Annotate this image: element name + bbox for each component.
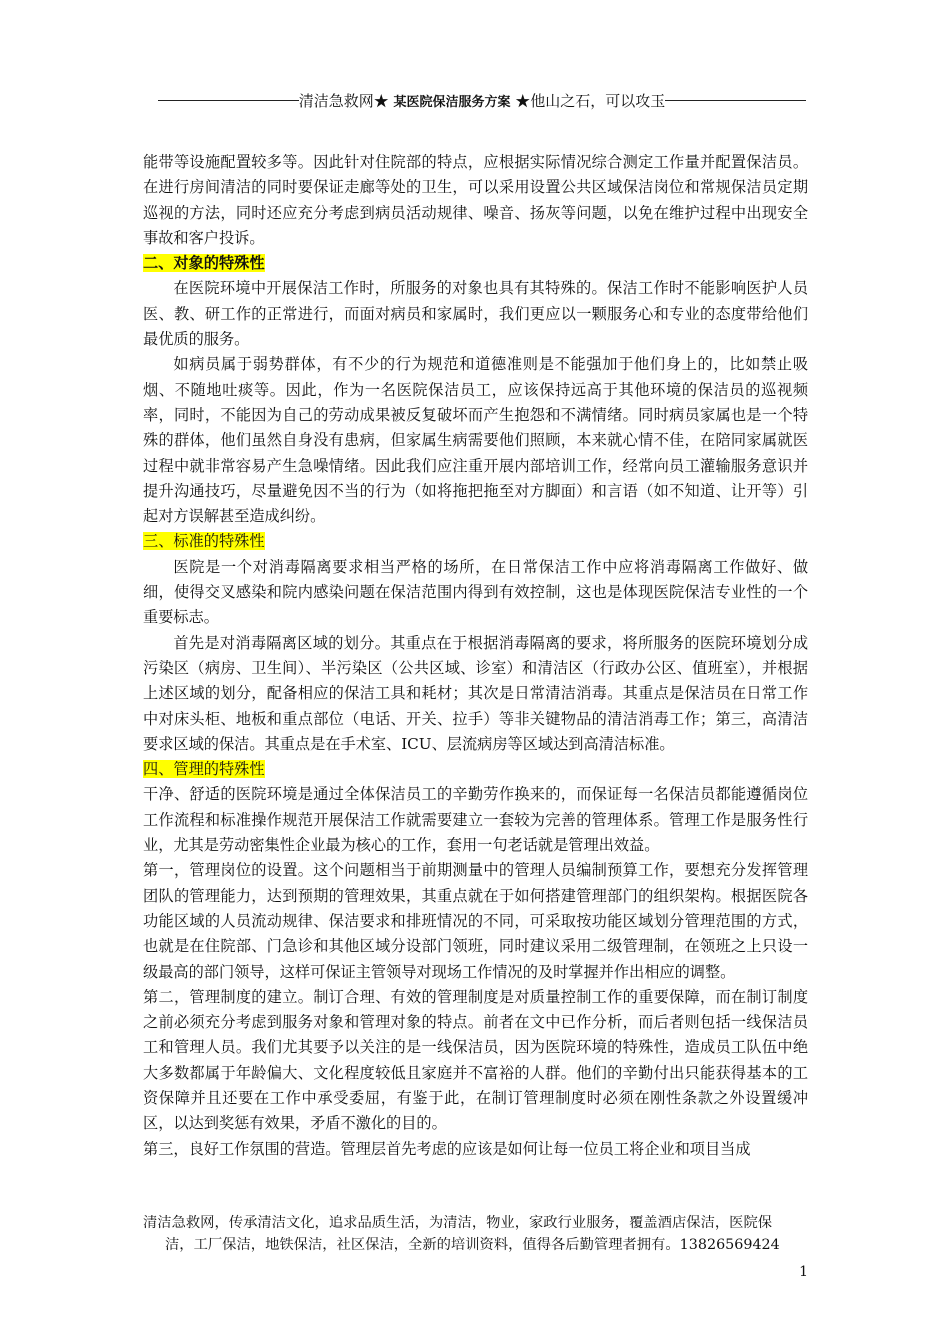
paragraph: 第一，管理岗位的设置。这个问题相当于前期测量中的管理人员编制预算工作，要想充分发挥管理团队的管理能力，达到预期的管理效果，其重点就在于如何搭建管理部门的组织架构。根据医院各功能区域的人员流动规律、保洁要求和排班情况的不同，可采取按功能区域划分管理范围的方式，也就是在住院部、门急诊和其他区域分设部门领班，同时建议采用二级管理制，在领班之上只设一级最高的部门领导，这样可保证主管领导对现场工作情况的及时掌握并作出相应的调整。 [143,861,808,981]
header-site: 清洁急救网★ [298,92,389,110]
header-doc-title: 某医院保洁服务方案 [393,95,511,110]
paragraph: 能带等设施配置较多等。因此针对住院部的特点，应根据实际情况综合测定工作量并配置保洁员。在进行房间清洁的同时要保证走廊等处的卫生，可以采用设置公共区域保洁岗位和常规保洁员定期巡视的方法，同时还应充分考虑到病员活动规律、噪音、扬灰等问题，以免在维护过程中出现安全事故和客户投诉。 [143,153,808,247]
paragraph: 第二，管理制度的建立。制订合理、有效的管理制度是对质量控制工作的重要保障，而在制订制度之前必须充分考虑到服务对象和管理对象的特点。前者在文中已作分析，而后者则包括一线保洁员工和管理人员。我们尤其要予以关注的是一线保洁员，因为医院环境的特殊性，造成员工队伍中绝大多数都属于年龄偏大、文化程度较低且家庭并不富裕的人群。他们的辛勤付出只能获得基本的工资保障并且还要在工作中承受委屈，有鉴于此，在制订管理制度时必须在刚性条款之外设置缓冲区，以达到奖惩有效果，矛盾不激化的目的。 [143,987,808,1133]
footer-line: 洁，工厂保洁，地铁保洁，社区保洁，全新的培训资料，值得各后勤管理者拥有。13826569424 [165,1237,780,1253]
paragraph: 如病员属于弱势群体，有不少的行为规范和道德准则是不能强加于他们身上的，比如禁止吸烟、不随地吐痰等。因此，作为一名医院保洁员工，应该保持远高于其他环境的保洁员的巡视频率，同时，不能因为自己的劳动成果被反复破坏而产生抱怨和不满情绪。同时病员家属也是一个特殊的群体，他们虽然自身没有患病，但家属生病需要他们照顾，本来就心情不佳，在陪同家属就医过程中就非常容易产生急噪情绪。因此我们应注重开展内部培训工作，经常向员工灌输服务意识并提升沟通技巧，尽量避免因不当的行为（如将拖把拖至对方脚面）和言语（如不知道、让开等）引起对方误解甚至造成纠纷。 [143,355,808,526]
section-heading-3: 三、标准的特殊性 [143,532,265,551]
paragraph: 首先是对消毒隔离区域的划分。其重点在于根据消毒隔离的要求，将所服务的医院环境划分成污染区（病房、卫生间）、半污染区（公共区域、诊室）和清洁区（行政办公区、值班室），并根据上述区域的划分，配备相应的保洁工具和耗材；其次是日常清洁消毒。其重点是保洁员在日常工作中对床头柜、地板和重点部位（电话、开关、拉手）等非关键物品的清洁消毒工作；第三，高清洁要求区域的保洁。其重点是在手术室、ICU、层流病房等区域达到高清洁标准。 [143,633,808,753]
page-footer [143,1212,808,1256]
page-header [158,88,806,114]
paragraph: 干净、舒适的医院环境是通过全体保洁员工的辛勤劳作换来的，而保证每一名保洁员都能遵循岗位工作流程和标准操作规范开展保洁工作就需要建立一套较为完善的管理体系。管理工作是服务性行业，尤其是劳动密集性企业最为核心的工作，套用一句老话就是管理出效益。 [143,785,808,855]
header-text [158,88,806,116]
footer-line: 清洁急救网，传承清洁文化，追求品质生活，为清洁，物业，家政行业服务，覆盖酒店保洁，医院保 [143,1215,773,1231]
section-heading-2: 二、对象的特殊性 [143,254,265,273]
page-number: 1 [799,1264,808,1280]
document-body [143,150,808,1162]
paragraph: 医院是一个对消毒隔离要求相当严格的场所，在日常保洁工作中应将消毒隔离工作做好、做细，使得交叉感染和院内感染问题在保洁范围内得到有效控制，这也是体现医院保洁专业性的一个重要标志。 [143,557,808,627]
section-heading-4: 四、管理的特殊性 [143,760,265,779]
paragraph: 在医院环境中开展保洁工作时，所服务的对象也具有其特殊的。保洁工作时不能影响医护人员医、教、研工作的正常进行，而面对病员和家属时，我们更应以一颗服务心和专业的态度带给他们最优质的服务。 [143,279,808,349]
paragraph: 第三，良好工作氛围的营造。管理层首先考虑的应该是如何让每一位员工将企业和项目当成 [143,1139,751,1158]
header-motto: ★他山之石，可以攻玉 [515,92,666,110]
